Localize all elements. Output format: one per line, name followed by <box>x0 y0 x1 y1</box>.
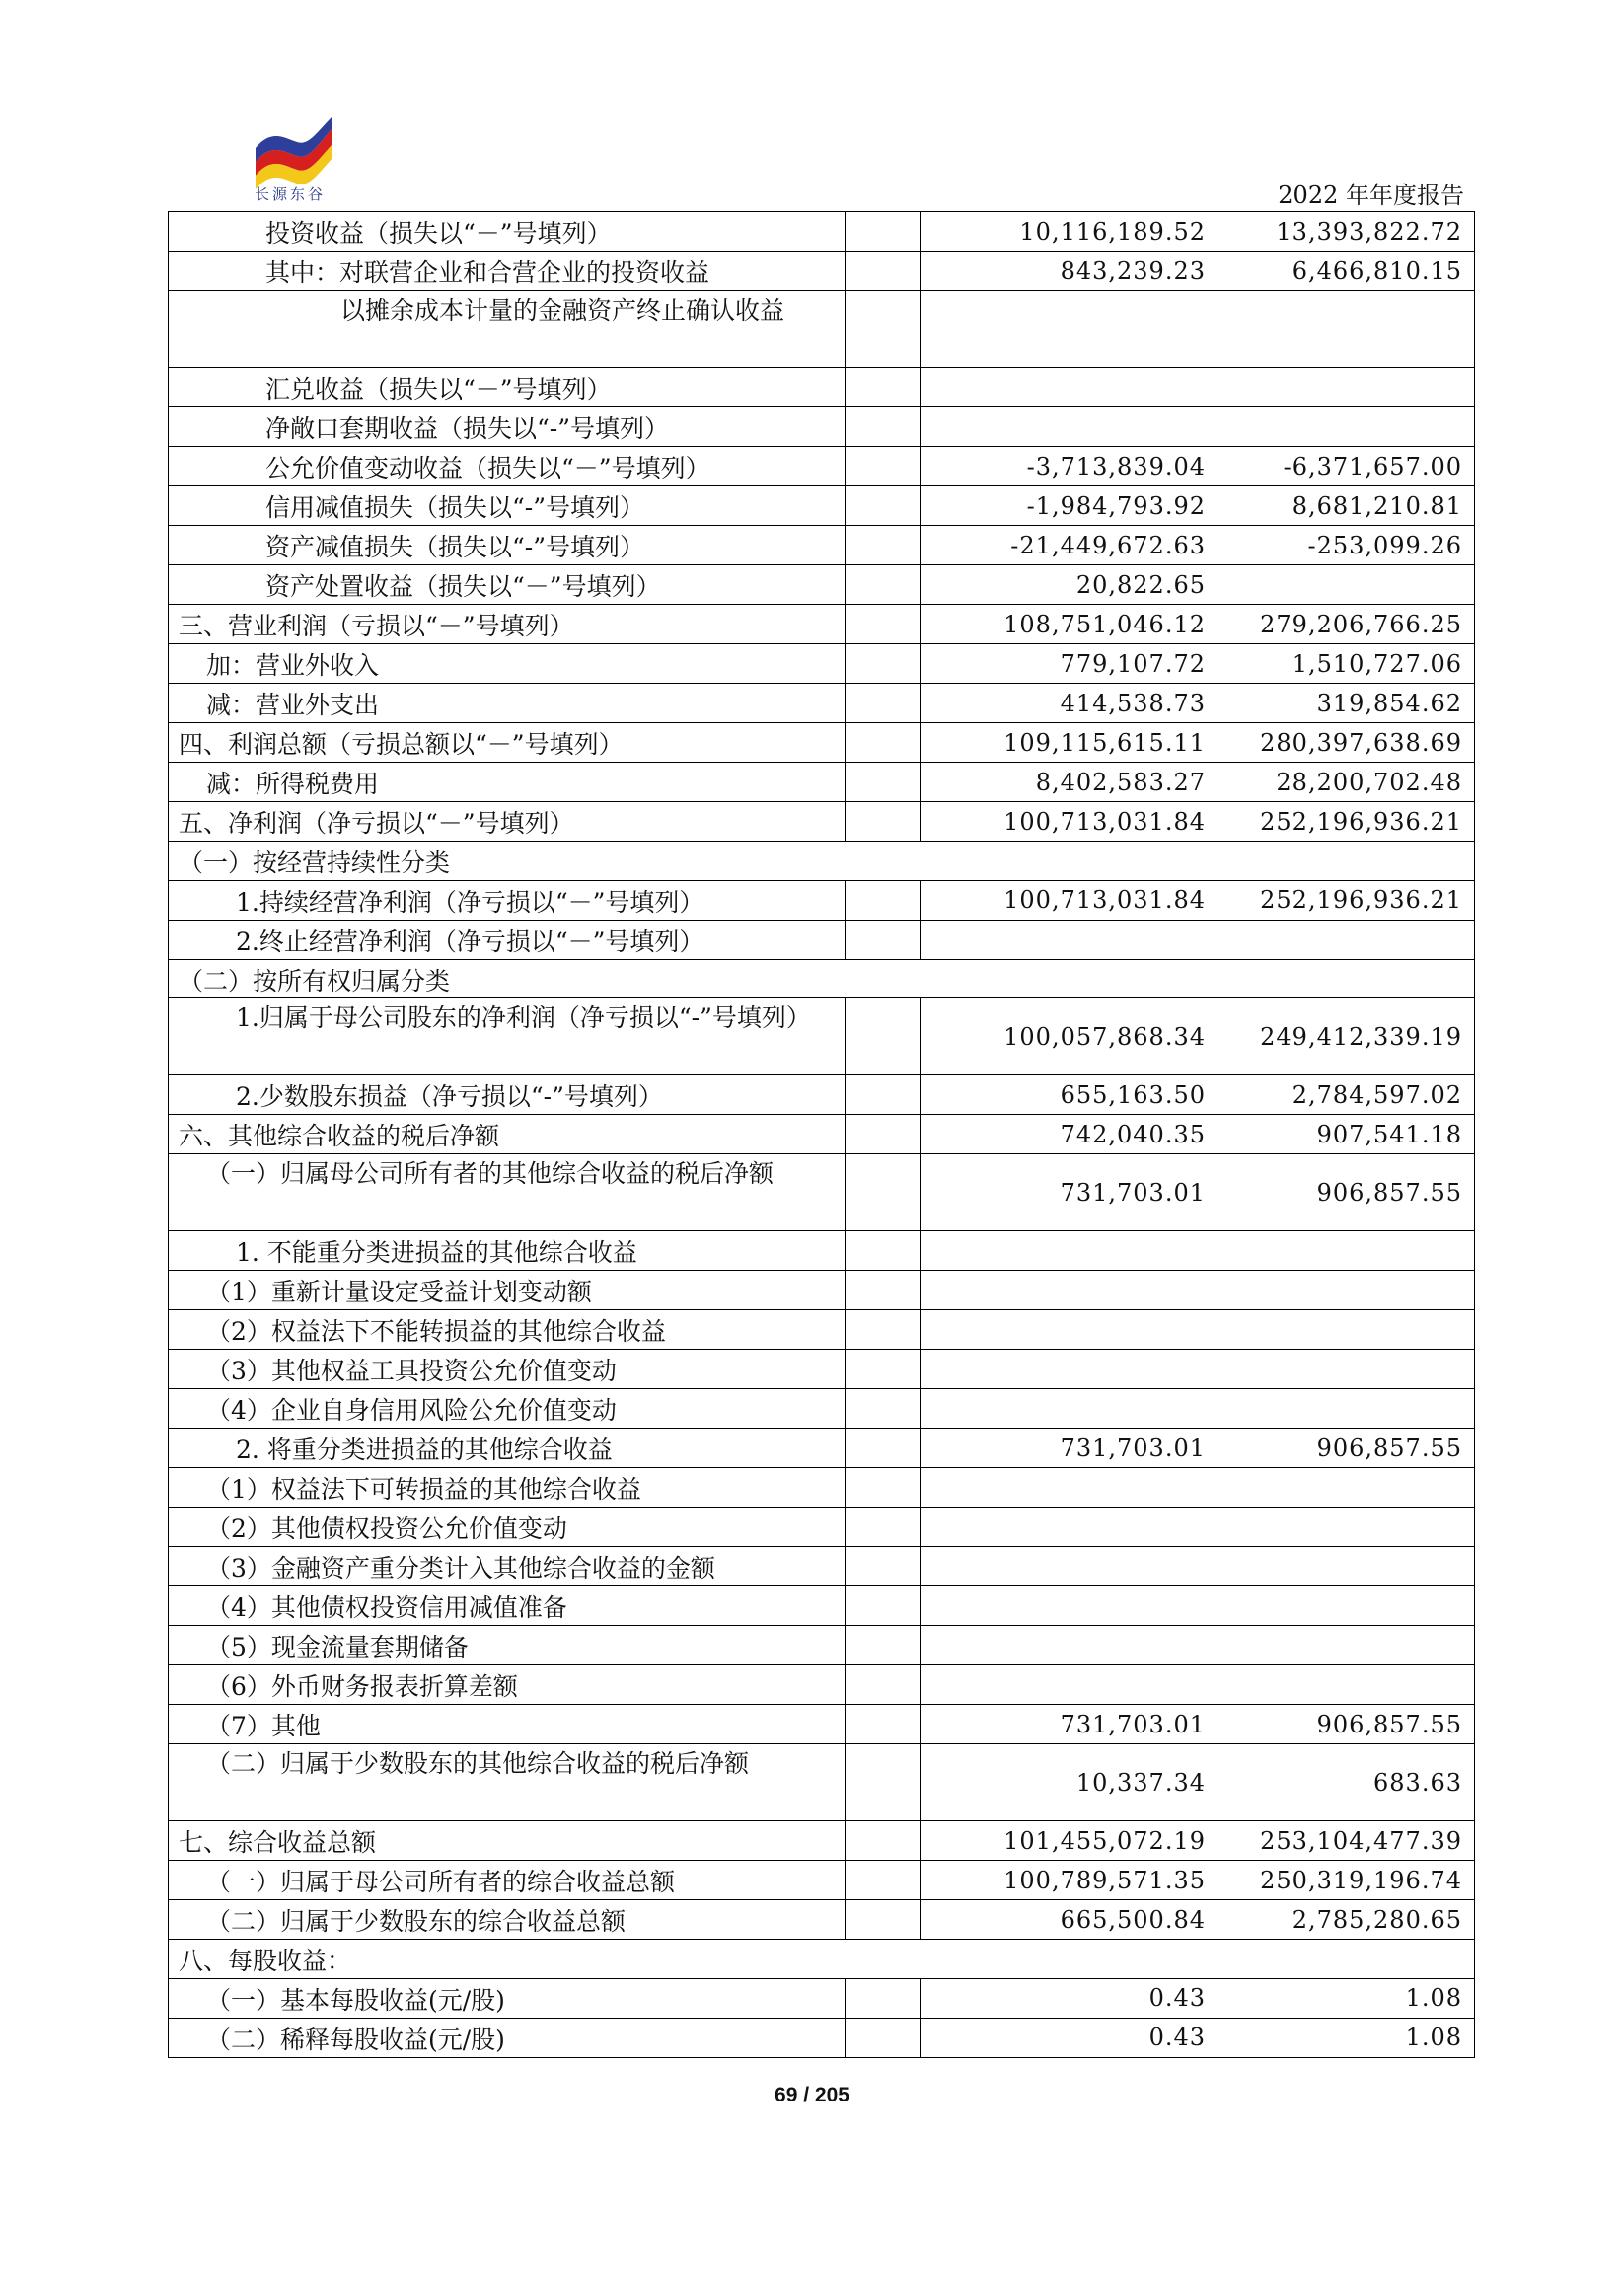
table-row <box>169 1310 1475 1350</box>
row-prior-amount: 28,200,702.48 <box>1218 763 1475 802</box>
table-row <box>169 842 1475 881</box>
row-item-label: （4）企业自身信用风险公允价值变动 <box>169 1389 846 1429</box>
table-row <box>169 1115 1475 1154</box>
row-prior-amount: 683.63 <box>1218 1744 1475 1821</box>
row-current-amount: 414,538.73 <box>921 684 1218 723</box>
row-item-label: 2. 将重分类进损益的其他综合收益 <box>169 1429 846 1468</box>
row-note <box>846 1626 921 1665</box>
row-note <box>846 920 921 959</box>
row-item-label: 其中：对联营企业和合营企业的投资收益 <box>169 252 846 291</box>
row-item-label: 净敞口套期收益（损失以“-”号填列） <box>169 407 846 447</box>
row-current-amount: 100,713,031.84 <box>921 802 1218 842</box>
row-note <box>846 880 921 920</box>
table-row <box>169 1429 1475 1468</box>
logo-text: 长源东谷 <box>255 185 327 203</box>
row-prior-amount: 13,393,822.72 <box>1218 212 1475 252</box>
row-note <box>846 802 921 842</box>
row-current-amount: 100,713,031.84 <box>921 880 1218 920</box>
row-note <box>846 526 921 565</box>
row-item-label: （6）外币财务报表折算差额 <box>169 1665 846 1705</box>
row-prior-amount: 252,196,936.21 <box>1218 880 1475 920</box>
row-item-label: （1）重新计量设定受益计划变动额 <box>169 1271 846 1310</box>
table-row <box>169 723 1475 763</box>
row-current-amount <box>921 1586 1218 1626</box>
row-current-amount: 731,703.01 <box>921 1429 1218 1468</box>
row-prior-amount: 906,857.55 <box>1218 1154 1475 1231</box>
row-item-label: 七、综合收益总额 <box>169 1821 846 1861</box>
row-prior-amount <box>1218 407 1475 447</box>
row-current-amount: 100,789,571.35 <box>921 1861 1218 1900</box>
row-note <box>846 486 921 526</box>
table-row <box>169 2018 1475 2057</box>
row-note <box>846 1429 921 1468</box>
row-prior-amount <box>1218 1468 1475 1508</box>
row-note <box>846 1075 921 1115</box>
row-current-amount: 779,107.72 <box>921 644 1218 684</box>
table-row <box>169 1508 1475 1547</box>
row-item-label: 以摊余成本计量的金融资产终止确认收益 <box>169 291 846 368</box>
row-current-amount <box>921 1231 1218 1271</box>
table-row <box>169 959 1475 998</box>
row-current-amount <box>921 368 1218 407</box>
row-current-amount <box>921 1350 1218 1389</box>
row-item-label: （3）金融资产重分类计入其他综合收益的金额 <box>169 1547 846 1586</box>
table-row <box>169 526 1475 565</box>
row-item-label: 资产减值损失（损失以“-”号填列） <box>169 526 846 565</box>
row-current-amount <box>921 1626 1218 1665</box>
row-prior-amount: 906,857.55 <box>1218 1705 1475 1744</box>
table-row <box>169 763 1475 802</box>
row-prior-amount: 250,319,196.74 <box>1218 1861 1475 1900</box>
row-current-amount <box>921 1547 1218 1586</box>
row-item-label: （4）其他债权投资信用减值准备 <box>169 1586 846 1626</box>
row-item-label: 1.持续经营净利润（净亏损以“－”号填列） <box>169 880 846 920</box>
table-row <box>169 1154 1475 1231</box>
row-current-amount: 731,703.01 <box>921 1705 1218 1744</box>
row-note <box>846 1508 921 1547</box>
table-row <box>169 486 1475 526</box>
row-prior-amount: 8,681,210.81 <box>1218 486 1475 526</box>
table-row <box>169 1468 1475 1508</box>
table-row <box>169 605 1475 644</box>
row-note <box>846 565 921 605</box>
row-prior-amount: 1,510,727.06 <box>1218 644 1475 684</box>
row-note <box>846 212 921 252</box>
row-note <box>846 684 921 723</box>
row-note <box>846 1115 921 1154</box>
table-row <box>169 1389 1475 1429</box>
table-row <box>169 407 1475 447</box>
table-row <box>169 684 1475 723</box>
row-note <box>846 605 921 644</box>
row-item-label: 2.终止经营净利润（净亏损以“－”号填列） <box>169 920 846 959</box>
table-row <box>169 1547 1475 1586</box>
row-prior-amount <box>1218 1626 1475 1665</box>
row-item-label: （3）其他权益工具投资公允价值变动 <box>169 1350 846 1389</box>
row-current-amount: 665,500.84 <box>921 1900 1218 1940</box>
row-prior-amount <box>1218 1389 1475 1429</box>
row-item-label: （一）按经营持续性分类 <box>169 842 1475 881</box>
row-current-amount <box>921 1468 1218 1508</box>
row-note <box>846 1705 921 1744</box>
row-item-label: 资产处置收益（损失以“－”号填列） <box>169 565 846 605</box>
table-row <box>169 802 1475 842</box>
row-item-label: （二）稀释每股收益(元/股) <box>169 2018 846 2057</box>
row-note <box>846 1310 921 1350</box>
row-current-amount: 108,751,046.12 <box>921 605 1218 644</box>
table-row <box>169 1821 1475 1861</box>
table-row <box>169 1900 1475 1940</box>
row-item-label: 汇兑收益（损失以“－”号填列） <box>169 368 846 407</box>
table-row <box>169 1075 1475 1115</box>
row-note <box>846 1231 921 1271</box>
row-prior-amount: 249,412,339.19 <box>1218 998 1475 1075</box>
row-current-amount <box>921 1271 1218 1310</box>
row-prior-amount: 280,397,638.69 <box>1218 723 1475 763</box>
row-item-label: 投资收益（损失以“－”号填列） <box>169 212 846 252</box>
row-note <box>846 447 921 486</box>
row-item-label: 八、每股收益： <box>169 1940 1475 1979</box>
table-row <box>169 1978 1475 2018</box>
row-prior-amount <box>1218 1231 1475 1271</box>
row-note <box>846 291 921 368</box>
row-item-label: 减：营业外支出 <box>169 684 846 723</box>
table-row <box>169 644 1475 684</box>
row-item-label: 五、净利润（净亏损以“－”号填列） <box>169 802 846 842</box>
row-prior-amount: 2,784,597.02 <box>1218 1075 1475 1115</box>
row-prior-amount: -6,371,657.00 <box>1218 447 1475 486</box>
row-note <box>846 644 921 684</box>
table-row <box>169 1271 1475 1310</box>
row-note <box>846 252 921 291</box>
row-item-label: 1. 不能重分类进损益的其他综合收益 <box>169 1231 846 1271</box>
row-note <box>846 1271 921 1310</box>
row-prior-amount: 907,541.18 <box>1218 1115 1475 1154</box>
row-item-label: （二）按所有权归属分类 <box>169 959 1475 998</box>
row-note <box>846 1861 921 1900</box>
row-prior-amount: 1.08 <box>1218 2018 1475 2057</box>
table-row <box>169 252 1475 291</box>
row-current-amount: -3,713,839.04 <box>921 447 1218 486</box>
page-number: 69 / 205 <box>775 2084 849 2106</box>
row-current-amount: 0.43 <box>921 2018 1218 2057</box>
row-current-amount <box>921 920 1218 959</box>
row-current-amount: 843,239.23 <box>921 252 1218 291</box>
row-prior-amount: 2,785,280.65 <box>1218 1900 1475 1940</box>
row-current-amount: 20,822.65 <box>921 565 1218 605</box>
row-prior-amount: 253,104,477.39 <box>1218 1821 1475 1861</box>
row-current-amount <box>921 1310 1218 1350</box>
row-item-label: （一）归属母公司所有者的其他综合收益的税后净额 <box>169 1154 846 1231</box>
row-item-label: 公允价值变动收益（损失以“－”号填列） <box>169 447 846 486</box>
row-prior-amount: 319,854.62 <box>1218 684 1475 723</box>
table-row <box>169 1940 1475 1979</box>
row-current-amount: 109,115,615.11 <box>921 723 1218 763</box>
row-note <box>846 723 921 763</box>
row-item-label: （一）基本每股收益(元/股) <box>169 1978 846 2018</box>
row-current-amount: 0.43 <box>921 1978 1218 2018</box>
row-current-amount: 731,703.01 <box>921 1154 1218 1231</box>
row-item-label: （二）归属于少数股东的综合收益总额 <box>169 1900 846 1940</box>
row-item-label: 六、其他综合收益的税后净额 <box>169 1115 846 1154</box>
row-item-label: （1）权益法下可转损益的其他综合收益 <box>169 1468 846 1508</box>
row-prior-amount <box>1218 368 1475 407</box>
row-current-amount <box>921 1665 1218 1705</box>
table-row <box>169 1626 1475 1665</box>
row-prior-amount: 1.08 <box>1218 1978 1475 2018</box>
row-current-amount: 8,402,583.27 <box>921 763 1218 802</box>
table-row <box>169 1705 1475 1744</box>
row-note <box>846 1821 921 1861</box>
row-item-label: 减：所得税费用 <box>169 763 846 802</box>
row-current-amount <box>921 407 1218 447</box>
row-note <box>846 407 921 447</box>
row-item-label: 加：营业外收入 <box>169 644 846 684</box>
row-current-amount: 101,455,072.19 <box>921 1821 1218 1861</box>
row-prior-amount <box>1218 920 1475 959</box>
table-row <box>169 1744 1475 1821</box>
table-row <box>169 291 1475 368</box>
income-statement-table <box>168 211 1475 2058</box>
table-row <box>169 1665 1475 1705</box>
row-note <box>846 1665 921 1705</box>
row-prior-amount: -253,099.26 <box>1218 526 1475 565</box>
row-item-label: 1.归属于母公司股东的净利润（净亏损以“-”号填列） <box>169 998 846 1075</box>
row-note <box>846 998 921 1075</box>
row-note <box>846 763 921 802</box>
row-item-label: （二）归属于少数股东的其他综合收益的税后净额 <box>169 1744 846 1821</box>
table-row <box>169 565 1475 605</box>
row-prior-amount <box>1218 1508 1475 1547</box>
row-item-label: （5）现金流量套期储备 <box>169 1626 846 1665</box>
row-current-amount <box>921 1389 1218 1429</box>
row-note <box>846 1350 921 1389</box>
row-current-amount: 655,163.50 <box>921 1075 1218 1115</box>
row-item-label: （7）其他 <box>169 1705 846 1744</box>
table-row <box>169 1231 1475 1271</box>
row-prior-amount <box>1218 1271 1475 1310</box>
row-prior-amount <box>1218 1350 1475 1389</box>
row-prior-amount <box>1218 291 1475 368</box>
row-note <box>846 1586 921 1626</box>
table-row <box>169 1586 1475 1626</box>
table-row <box>169 447 1475 486</box>
row-note <box>846 1978 921 2018</box>
row-prior-amount: 279,206,766.25 <box>1218 605 1475 644</box>
table-row <box>169 920 1475 959</box>
row-note <box>846 1154 921 1231</box>
table-row <box>169 998 1475 1075</box>
row-item-label: 三、营业利润（亏损以“－”号填列） <box>169 605 846 644</box>
row-note <box>846 1744 921 1821</box>
row-prior-amount <box>1218 1665 1475 1705</box>
row-item-label: 信用减值损失（损失以“-”号填列） <box>169 486 846 526</box>
row-current-amount: 742,040.35 <box>921 1115 1218 1154</box>
row-current-amount: -1,984,793.92 <box>921 486 1218 526</box>
row-current-amount: 100,057,868.34 <box>921 998 1218 1075</box>
table-body <box>169 212 1475 2058</box>
row-prior-amount <box>1218 1310 1475 1350</box>
table-row <box>169 368 1475 407</box>
row-note <box>846 1468 921 1508</box>
row-current-amount <box>921 291 1218 368</box>
row-prior-amount <box>1218 565 1475 605</box>
row-prior-amount: 6,466,810.15 <box>1218 252 1475 291</box>
row-item-label: （一）归属于母公司所有者的综合收益总额 <box>169 1861 846 1900</box>
row-prior-amount <box>1218 1586 1475 1626</box>
row-note <box>846 368 921 407</box>
row-item-label: 四、利润总额（亏损总额以“－”号填列） <box>169 723 846 763</box>
row-prior-amount <box>1218 1547 1475 1586</box>
table-row <box>169 880 1475 920</box>
row-note <box>846 1547 921 1586</box>
row-current-amount: -21,449,672.63 <box>921 526 1218 565</box>
row-prior-amount: 252,196,936.21 <box>1218 802 1475 842</box>
table-row <box>169 1350 1475 1389</box>
row-note <box>846 2018 921 2057</box>
row-item-label: 2.少数股东损益（净亏损以“-”号填列） <box>169 1075 846 1115</box>
table-row <box>169 1861 1475 1900</box>
row-prior-amount: 906,857.55 <box>1218 1429 1475 1468</box>
table-row <box>169 212 1475 252</box>
row-item-label: （2）其他债权投资公允价值变动 <box>169 1508 846 1547</box>
row-item-label: （2）权益法下不能转损益的其他综合收益 <box>169 1310 846 1350</box>
row-current-amount: 10,116,189.52 <box>921 212 1218 252</box>
row-note <box>846 1900 921 1940</box>
row-note <box>846 1389 921 1429</box>
row-current-amount <box>921 1508 1218 1547</box>
report-title: 2022 年年度报告 <box>1278 182 1464 209</box>
row-current-amount: 10,337.34 <box>921 1744 1218 1821</box>
